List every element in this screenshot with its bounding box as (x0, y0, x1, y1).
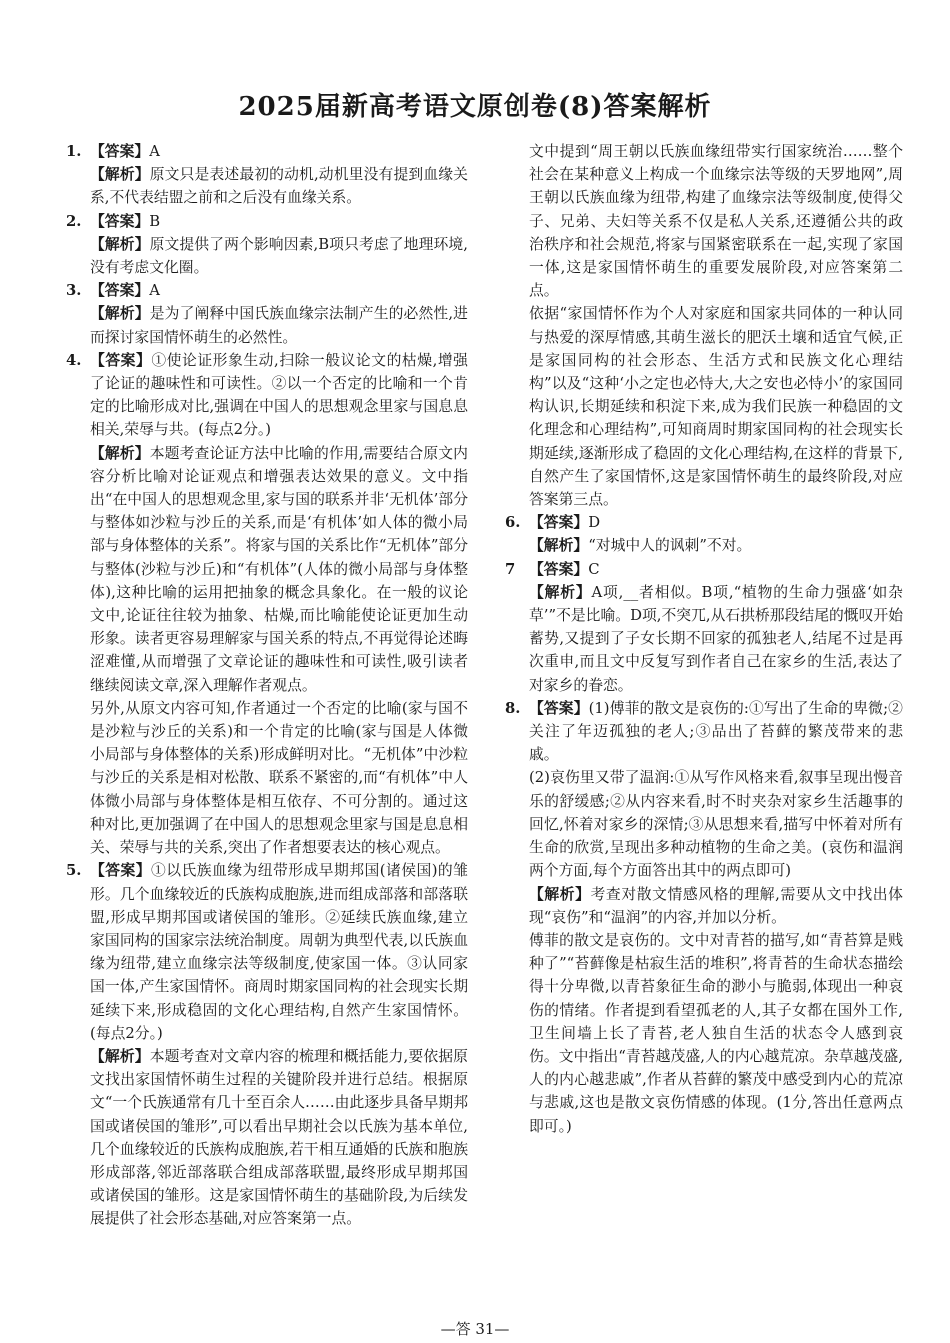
question-number: 8. (505, 699, 521, 717)
answer-text: (1)傅菲的散文是哀伤的:①写出了生命的卑微;②关注了年迈孤独的老人;③品出了苔藓的繁茂带来的悲戚。 (529, 699, 903, 764)
analysis-tag: 【解析】 (529, 583, 592, 601)
question-number: 3. (66, 282, 82, 300)
analysis-tag: 【解析】 (90, 235, 150, 253)
answer-text: B (149, 212, 161, 230)
question-5 (66, 859, 468, 1230)
question-number: 7 (505, 560, 516, 578)
analysis-tag: 【解析】 (90, 305, 150, 323)
left-column (66, 140, 468, 1231)
answer-text: C (588, 560, 600, 578)
question-number: 4. (66, 351, 82, 369)
analysis-extra: 傅菲的散文是哀伤的。文中对青苔的描写,如“青苔算是贱种了”“苔藓像是枯寂生活的堆积”,将青苔的生命状态描绘得十分卑微,以青苔象征生命的渺小与脆弱,体现出一种哀伤的情绪。作者提到看望孤老的人,其子女都在国外工作,卫生间墙上长了青苔,老人独自生活的状态令人感到哀伤。文中指出“青苔越茂盛,人的内心越荒凉。杂草越茂盛,人的内心越悲戚”,作者从苔藓的繁茂中感受到内心的荒凉与悲戚,这也是散文哀伤情感的体现。(1分,答出任意两点即可。) (529, 931, 903, 1135)
analysis-text: 本题考查对文章内容的梳理和概括能力,要依据原文找出家国情怀萌生过程的关键阶段并进行总结。根据原文“一个氏族通常有几十至百余人……由此逐步具备早期邦国或诸侯国的雏形”,可以看出早期社会以氏族为基本单位,几个血缘较近的氏族构成胞族,若干相互通婚的氏族和胞族形成部落,邻近部落联合组成部落联盟,最终形成早期邦国或诸侯国的雏形。这是家国情怀萌生的基础阶段,为后续发展提供了社会形态基础,对应答案第一点。 (90, 1047, 468, 1228)
answer-tag: 【答案】 (90, 212, 150, 230)
analysis-tag: 【解析】 (90, 166, 150, 184)
question-1 (66, 140, 468, 210)
answer-tag: 【答案】 (529, 699, 589, 717)
page-number: —答 31— (440, 1320, 510, 1338)
question-5-continued (505, 140, 903, 511)
right-column (505, 140, 903, 1138)
analysis-text: 原文提供了两个影响因素,B项只考虑了地理环境,没有考虑文化圈。 (90, 235, 468, 277)
analysis-tag: 【解析】 (90, 1047, 150, 1065)
analysis-text: 是为了阐释中国氏族血缘宗法制产生的必然性,进而探讨家国情怀萌生的必然性。 (90, 305, 468, 346)
analysis-tag: 【解析】 (529, 885, 591, 903)
question-number: 5. (66, 862, 82, 880)
question-number: 1. (66, 143, 82, 160)
answer-text: D (588, 514, 601, 532)
analysis-tag: 【解析】 (529, 537, 589, 555)
analysis-extra: 文中提到“周王朝以氏族血缘纽带实行国家统治……整个社会在某种意义上构成一个血缘宗法等级的天罗地网”,周王朝以氏族血缘为纽带,构建了血缘宗法等级制度,使得父子、兄弟、夫妇等关系不仅是私人关系,还遵循公共的政治秩序和社会规范,将家与国紧密联系在一起,实现了家国一体,这是家国情怀萌生的重要发展阶段,对应答案第二点。 (529, 143, 903, 300)
analysis-text: “对城中人的讽刺”不对。 (588, 537, 752, 555)
analysis-text: 考查对散文情感风格的理解,需要从文中找出体现“哀伤”和“温润”的内容,并加以分析。 (529, 885, 903, 926)
answer-text: ①使论证形象生动,扫除一般议论文的枯燥,增强了论证的趣味性和可读性。②以一个否定的比喻和一个肯定的比喻形成对比,强调在中国人的思想观念里家与国息息相关,荣辱与共。(每点2分。) (90, 351, 468, 439)
answer-tag: 【答案】 (529, 560, 589, 578)
analysis-extra: 另外,从原文内容可知,作者通过一个否定的比喻(家与国不是沙粒与沙丘的关系)和一个肯定的比喻(家与国是人体微小局部与身体整体的关系)形成鲜明对比。“无机体”中沙粒与沙丘的关系是相对松散、联系不紧密的,而“有机体”中人体微小局部与身体整体是相互依存、不可分割的。通过这种对比,更加强调了在中国人的思想观念里家与国是息息相关、荣辱与共的关系,突出了作者想要表达的核心观点。 (90, 699, 468, 857)
question-number: 2. (66, 212, 82, 230)
answer-text: A (149, 282, 160, 300)
question-8 (505, 697, 903, 1138)
answer-text-2: (2)哀伤里又带了温润:①从写作风格来看,叙事呈现出慢音乐的舒缓感;②从内容来看,时不时夹杂对家乡生活趣事的回忆,怀着对家乡的深情;③从思想来看,描写中怀着对所有生命的欣赏,呈现出多种动植物的生命之美。(哀伤和温润两个方面,每个方面答出其中的两点即可) (529, 769, 903, 880)
answer-tag: 【答案】 (90, 862, 151, 880)
question-6 (505, 511, 903, 557)
answer-tag: 【答案】 (90, 351, 152, 369)
question-3 (66, 279, 468, 349)
analysis-text: 本题考查论证方法中比喻的作用,需要结合原文内容分析比喻对论证观点和增强表达效果的意义。文中指出“在中国人的思想观念里,家与国的联系并非‘无机体’部分与整体如沙粒与沙丘的关系,而是‘有机体’如人体的微小局部与身体整体的关系”。将家与国的关系比作“无机体”部分与整体(沙粒与沙丘)和“有机体”(人体的微小局部与身体整体),这种比喻的运用把抽象的概念具象化。在一般的议论文中,论证往往较为抽象、枯燥,而比喻能使论证更加生动形象。读者更容易理解家与国关系的特点,不再觉得论述晦涩难懂,从而增强了文章论证的趣味性和可读性,吸引读者继续阅读文章,深入理解作者观点。 (90, 444, 468, 694)
question-number: 6. (505, 514, 521, 532)
answer-text: A (149, 143, 160, 160)
answer-tag: 【答案】 (90, 143, 150, 160)
answer-text: ①以氏族血缘为纽带形成早期邦国(诸侯国)的雏形。几个血缘较近的氏族构成胞族,进而组成部落和部落联盟,形成早期邦国或诸侯国的雏形。②延续氏族血缘,建立家国同构的国家宗法统治制度。周朝为典型代表,以氏族血缘为纽带,建立血缘宗法等级制度,使家国一体。③认同家国一体,产生家国情怀。商周时期家国同构的社会现实长期延续下来,形成稳固的文化心理结构,自然产生家国情怀。(每点2分。) (90, 862, 468, 1042)
answer-tag: 【答案】 (90, 282, 150, 300)
question-4 (66, 349, 468, 859)
question-2 (66, 210, 468, 280)
analysis-extra: 依据“家国情怀作为个人对家庭和国家共同体的一种认同与热爱的深厚情感,其萌生滋长的肥沃土壤和适宜气候,正是家国同构的社会形态、生活方式和民族文化心理结构”以及“这种‘小之定也必恃大,大之安也必恃小’的家国同构认识,长期延续和积淀下来,成为我们民族一种稳固的文化理念和心理结构”,可知商周时期家国同构的社会现实长期延续,逐渐形成了稳固的文化心理结构,在这样的背景下,自然产生了家国情怀,这是家国情怀萌生的最终阶段,对应答案第三点。 (529, 305, 903, 509)
question-7 (505, 558, 903, 697)
analysis-text: A项,__者相似。B项,“植物的生命力强盛‘如杂草’”不是比喻。D项,不突兀,从石拱桥那段结尾的慨叹开始蓄势,又提到了子女长期不回家的孤独老人,结尾不过是再次重申,而且文中反复写到作者自己在家乡的生活,表达了对家乡的眷恋。 (529, 583, 903, 694)
page-title: 2025届新高考语文原创卷(8)答案解析 (238, 92, 712, 122)
analysis-tag: 【解析】 (90, 444, 150, 462)
analysis-text: 原文只是表述最初的动机,动机里没有提到血缘关系,不代表结盟之前和之后没有血缘关系。 (90, 166, 468, 207)
answer-tag: 【答案】 (529, 514, 589, 532)
